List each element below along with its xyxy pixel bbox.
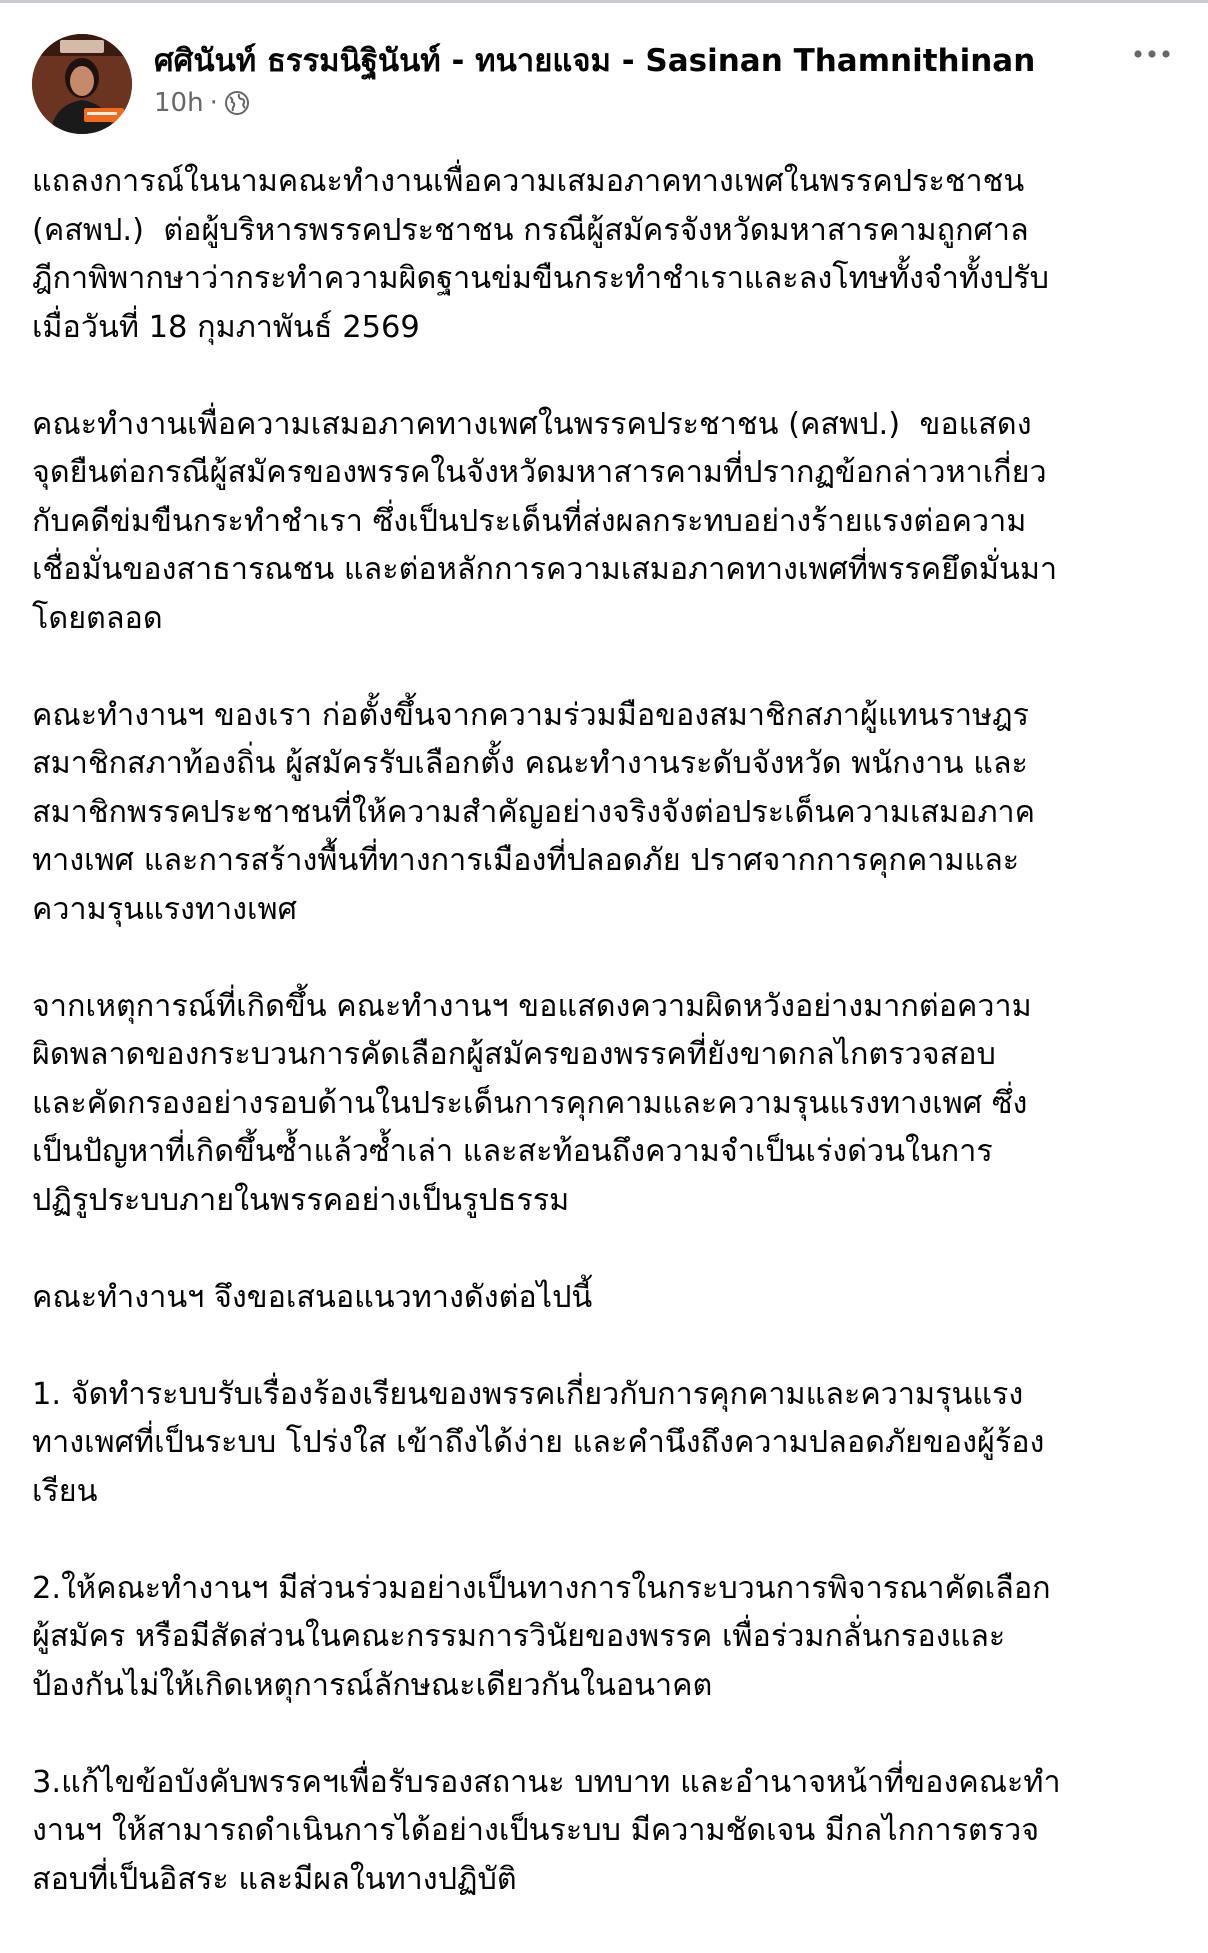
more-options-button[interactable] [1122, 34, 1182, 74]
post-paragraph: 1. จัดทำระบบรับเรื่องร้องเรียนของพรรคเกี่ยวกับการคุกคามและความรุนแรง ทางเพศที่เป็นระบบ โปร่งใส เข้าถึงได้ง่าย และคำนึงถึงความปลอดภัยของผู้ร้อง เรียน [32, 1376, 1045, 1509]
globe-icon[interactable] [224, 90, 250, 116]
more-options-icon [1132, 49, 1172, 59]
post-paragraph: 3.แก้ไขข้อบังคับพรรคฯเพื่อรับรองสถานะ บทบาท และอำนาจหน้าที่ของคณะทำ งานฯ ให้สามารถดำเนินการได้อย่างเป็นระบบ มีความชัดเจน มีกลไกการตรวจ สอบที่เป็นอิสระ และมีผลในทางปฏิบัติ [32, 1764, 1061, 1897]
post-paragraph: จากเหตุการณ์ที่เกิดขึ้น คณะทำงานฯ ขอแสดงความผิดหวังอย่างมากต่อความ ผิดพลาดของกระบวนการคัดเลือกผู้สมัครของพรรคที่ยังขาดกลไกตรวจสอบ และคัดกรองอย่างรอบด้านในประเด็นการคุกคามและความรุนแรงทางเพศ ซึ่ง เป็นปัญหาที่เกิดขึ้นซ้ำแล้วซ้ำเล่า และสะท้อนถึงความจำเป็นเร่งด่วนในการ ปฏิรูประบบภายในพรรคอย่างเป็นรูปธรรม [32, 988, 1032, 1218]
post-time[interactable]: 10h [154, 88, 204, 118]
post-paragraph: 2.ให้คณะทำงานฯ มีส่วนร่วมอย่างเป็นทางการในกระบวนการพิจารณาคัดเลือก ผู้สมัคร หรือมีสัดส่วนในคณะกรรมการวินัยของพรรค เพื่อร่วมกลั่นกรองและ ป้องกันไม่ให้เกิดเหตุการณ์ลักษณะเดียวกันในอนาคต [32, 1570, 1051, 1703]
post-paragraph: คณะทำงานฯ ของเรา ก่อตั้งขึ้นจากความร่วมมือของสมาชิกสภาผู้แทนราษฎร สมาชิกสภาท้องถิ่น ผู้สมัครรับเลือกตั้ง คณะทำงานระดับจังหวัด พนักงาน และ สมาชิกพรรคประชาชนที่ให้ความสำคัญอย่างจริงจังต่อประเด็นความเสมอภาค ทางเพศ และการสร้างพื้นที่ทางการเมืองที่ปลอดภัย ปราศจากการคุกคามและ ความรุนแรงทางเพศ [32, 697, 1036, 927]
post-body [32, 158, 1182, 1953]
post-paragraph: คณะทำงานฯ จึงขอเสนอแนวทางดังต่อไปนี้ [32, 1279, 593, 1315]
author-name[interactable]: ศศินันท์ ธรรมนิฐินันท์ - ทนายแจม - Sasinan Thamnithinan [154, 43, 1036, 79]
post-paragraph: คณะทำงานเพื่อความเสมอภาคทางเพศในพรรคประชาชน (คสพป.) ขอแสดง จุดยืนต่อกรณีผู้สมัครของพรรคในจังหวัดมหาสารคามที่ปรากฏข้อกล่าวหาเกี่ยว กับคดีข่มขืนกระทำชำเรา ซึ่งเป็นประเด็นที่ส่งผลกระทบอย่างร้ายแรงต่อความ เชื่อมั่นของสาธารณชน และต่อหลักการความเสมอภาคทางเพศที่พรรคยึดมั่นมา โดยตลอด [32, 406, 1058, 636]
top-divider [0, 0, 1208, 3]
post-paragraph: แถลงการณ์ในนามคณะทำงานเพื่อความเสมอภาคทางเพศในพรรคประชาชน (คสพป.) ต่อผู้บริหารพรรคประชาชน กรณีผู้สมัครจังหวัดมหาสารคามถูกศาล ฎีกาพิพากษาว่ากระทำความผิดฐานข่มขืนกระทำชำเราและลงโทษทั้งจำทั้งปรับ เมื่อวันที่ 18 กุมภาพันธ์ 2569 [32, 164, 1049, 345]
avatar-image [32, 34, 132, 134]
author-avatar[interactable] [32, 34, 132, 134]
meta-separator: · [209, 88, 218, 118]
post-header [32, 34, 1182, 136]
post-meta [154, 86, 250, 120]
